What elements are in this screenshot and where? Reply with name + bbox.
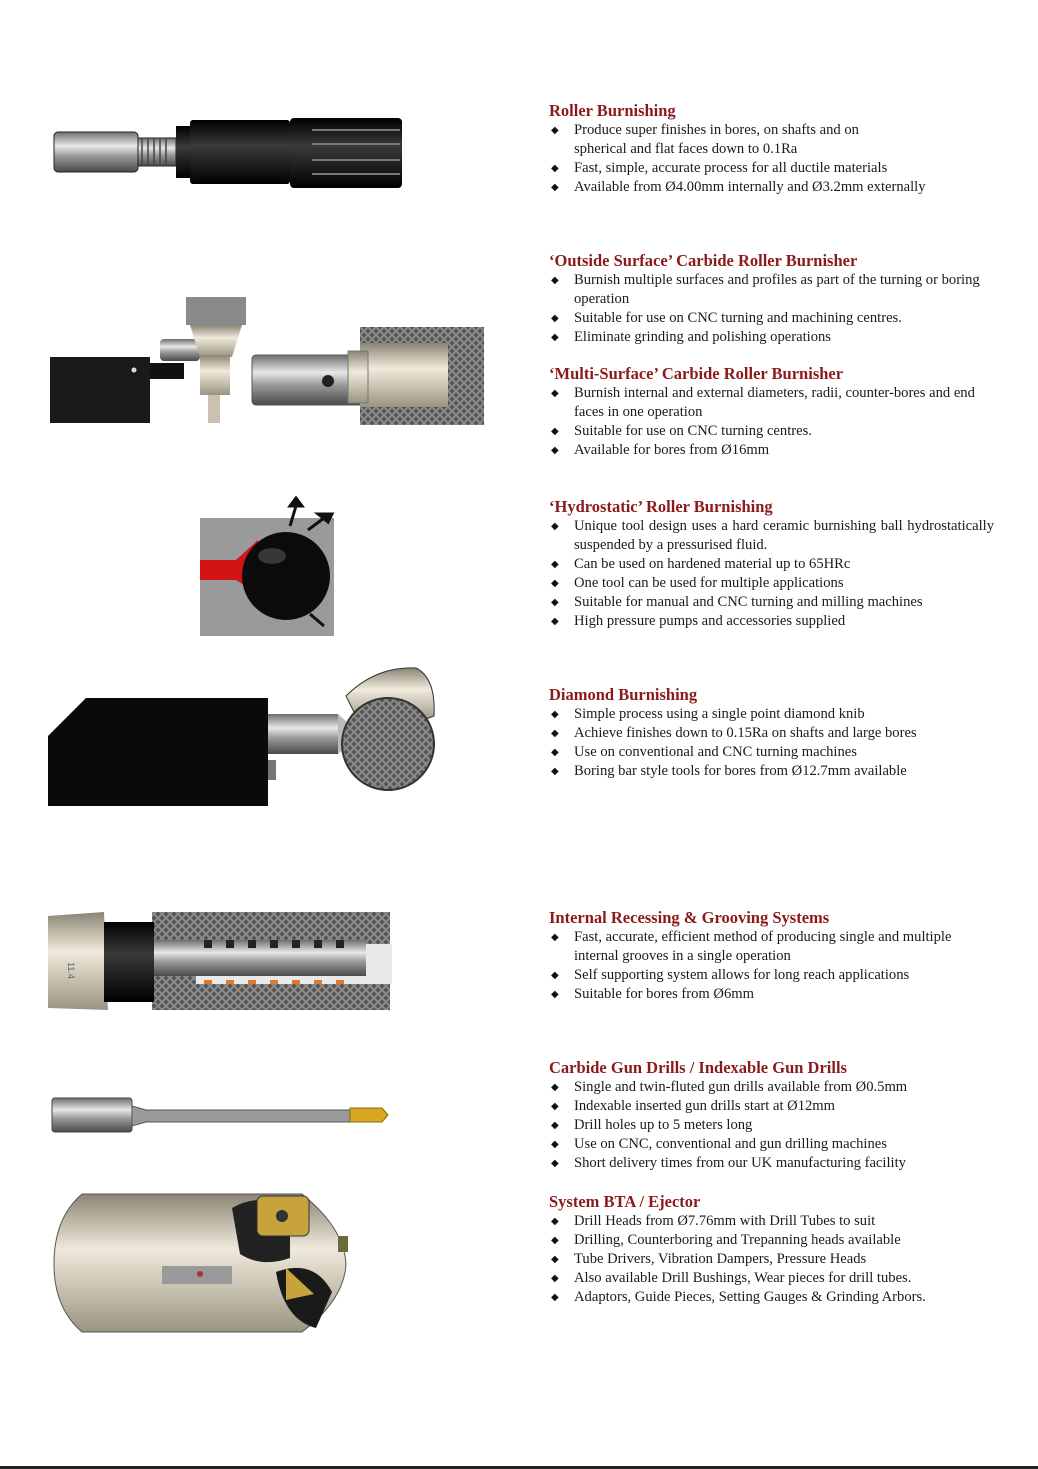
list-item: ◆ Boring bar style tools for bores from Ø12.7mm available [549, 762, 994, 781]
carbide-roller-burnisher-illustration [48, 295, 488, 427]
section-title: System BTA / Ejector [549, 1192, 701, 1211]
section-title: ‘Hydrostatic’ Roller Burnishing [549, 497, 773, 516]
list-item: ◆ Single and twin-fluted gun drills available from Ø0.5mm [549, 1078, 994, 1097]
roller-burnishing-tool-illustration [50, 110, 410, 195]
list-item: ◆ High pressure pumps and accessories supplied [549, 612, 994, 631]
section-outside-surface-burnisher [549, 251, 994, 347]
list-item: ◆ Unique tool design uses a hard ceramic burnishing ball hydrostatically suspended by a pressurised fluid. [549, 517, 994, 555]
list-item: ◆ Self supporting system allows for long reach applications [549, 966, 994, 985]
list-item: ◆ Drill Heads from Ø7.76mm with Drill Tubes to suit [549, 1212, 994, 1231]
internal-grooving-illustration [46, 910, 392, 1014]
bta-drill-head-illustration [52, 1188, 357, 1338]
section-multi-surface-burnisher [549, 364, 994, 460]
list-item: ◆ Drill holes up to 5 meters long [549, 1116, 994, 1135]
section-roller-burnishing [549, 101, 994, 197]
section-title: Internal Recessing & Grooving Systems [549, 908, 830, 927]
list-item: ◆ Available from Ø4.00mm internally and Ø3.2mm externally [549, 178, 994, 197]
section-internal-recessing [549, 908, 994, 1004]
list-item: ◆ Suitable for manual and CNC turning and milling machines [549, 593, 994, 612]
gun-drill-illustration [50, 1094, 390, 1136]
list-item: ◆ Fast, accurate, efficient method of producing single and multiple internal grooves in a single operation [549, 928, 994, 966]
list-item: ◆ Use on conventional and CNC turning machines [549, 743, 994, 762]
list-item: ◆ Fast, simple, accurate process for all ductile materials [549, 159, 994, 178]
list-item: ◆ Suitable for use on CNC turning and machining centres. [549, 309, 994, 328]
list-item: ◆ Available for bores from Ø16mm [549, 441, 994, 460]
section-hydrostatic-burnishing [549, 497, 994, 631]
section-diamond-burnishing [549, 685, 994, 781]
svg-text:11.4: 11.4 [66, 962, 76, 979]
section-title: ‘Multi-Surface’ Carbide Roller Burnisher [549, 364, 844, 383]
section-system-bta [549, 1192, 994, 1307]
list-item: ◆ Adaptors, Guide Pieces, Setting Gauges & Grinding Arbors. [549, 1288, 994, 1307]
list-item: ◆ Short delivery times from our UK manufacturing facility [549, 1154, 994, 1173]
list-item: ◆ Suitable for bores from Ø6mm [549, 985, 994, 1004]
list-item: ◆ Produce super finishes in bores, on shafts and on spherical and flat faces down to 0.1Ra [549, 121, 994, 159]
list-item: ◆ Indexable inserted gun drills start at Ø12mm [549, 1097, 994, 1116]
hydrostatic-roller-burnishing-illustration [198, 496, 338, 638]
list-item: ◆ Burnish multiple surfaces and profiles as part of the turning or boring operation [549, 271, 994, 309]
list-item: ◆ Eliminate grinding and polishing operations [549, 328, 994, 347]
list-item: ◆ Burnish internal and external diameters, radii, counter-bores and end faces in one operation [549, 384, 994, 422]
list-item: ◆ Tube Drivers, Vibration Dampers, Pressure Heads [549, 1250, 994, 1269]
list-item: ◆ Use on CNC, conventional and gun drilling machines [549, 1135, 994, 1154]
section-gun-drills [549, 1058, 994, 1173]
list-item: ◆ Simple process using a single point diamond knib [549, 705, 994, 724]
list-item: ◆ Achieve finishes down to 0.15Ra on shafts and large bores [549, 724, 994, 743]
diamond-burnishing-illustration [46, 664, 441, 810]
list-item: ◆ Also available Drill Bushings, Wear pieces for drill tubes. [549, 1269, 994, 1288]
section-title: Roller Burnishing [549, 101, 676, 120]
list-item: ◆ One tool can be used for multiple applications [549, 574, 994, 593]
section-title: Diamond Burnishing [549, 685, 698, 704]
list-item: ◆ Drilling, Counterboring and Trepanning heads available [549, 1231, 994, 1250]
section-title: ‘Outside Surface’ Carbide Roller Burnisher [549, 251, 858, 270]
list-item: ◆ Can be used on hardened material up to 65HRc [549, 555, 994, 574]
section-title: Carbide Gun Drills / Indexable Gun Drills [549, 1058, 847, 1077]
list-item: ◆ Suitable for use on CNC turning centres. [549, 422, 994, 441]
